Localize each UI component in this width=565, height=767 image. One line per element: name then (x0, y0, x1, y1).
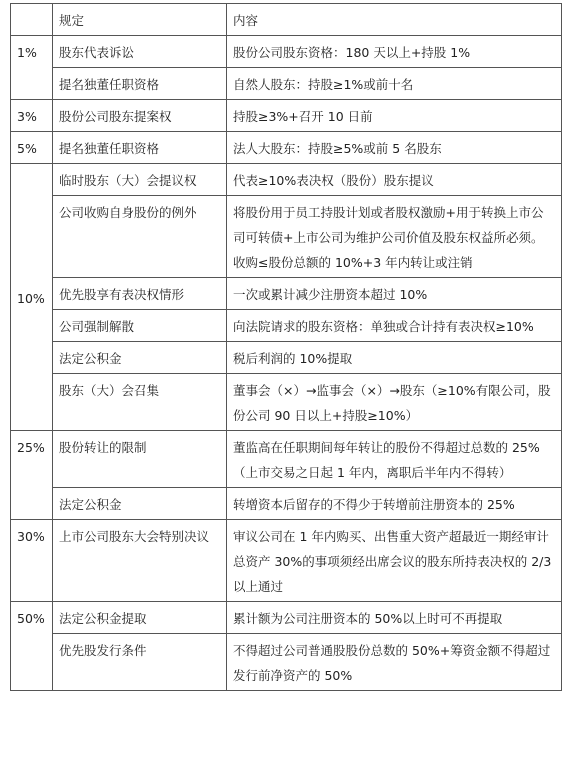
content-cell: 代表≥10%表决权（股份）股东提议 (227, 164, 562, 196)
content-cell: 不得超过公司普通股股份总数的 50%+筹资金额不得超过发行前净资产的 50% (227, 634, 562, 691)
table-header (11, 4, 562, 36)
rule-cell: 法定公积金 (53, 488, 227, 520)
rule-cell: 股份公司股东提案权 (53, 100, 227, 132)
table-row (11, 342, 562, 374)
content-cell: 持股≥3%+召开 10 日前 (227, 100, 562, 132)
percent-cell: 10% (11, 164, 53, 431)
rule-cell: 股份转让的限制 (53, 431, 227, 488)
content-cell: 董事会（×）→监事会（×）→股东（≥10%有限公司，股份公司 90 日以上+持股≥10%） (227, 374, 562, 431)
rule-cell: 上市公司股东大会特别决议 (53, 520, 227, 602)
content-cell: 自然人股东：持股≥1%或前十名 (227, 68, 562, 100)
table-row (11, 164, 562, 196)
table-row (11, 488, 562, 520)
table-row (11, 36, 562, 68)
content-cell: 一次或累计减少注册资本超过 10% (227, 278, 562, 310)
rule-cell: 优先股享有表决权情形 (53, 278, 227, 310)
rule-cell: 提名独董任职资格 (53, 68, 227, 100)
table-row (11, 431, 562, 488)
table-row (11, 68, 562, 100)
percent-cell: 30% (11, 520, 53, 602)
rule-cell: 股东代表诉讼 (53, 36, 227, 68)
table-row (11, 196, 562, 278)
header-rule: 规定 (53, 4, 227, 36)
table-body (11, 36, 562, 691)
table-row (11, 100, 562, 132)
content-cell: 转增资本后留存的不得少于转增前注册资本的 25% (227, 488, 562, 520)
content-cell: 税后利润的 10%提取 (227, 342, 562, 374)
rule-cell: 法定公积金 (53, 342, 227, 374)
header-row (11, 4, 562, 36)
table-row (11, 132, 562, 164)
content-cell: 董监高在任职期间每年转让的股份不得超过总数的 25%（上市交易之日起 1 年内，离职后半年内不得转） (227, 431, 562, 488)
rule-cell: 临时股东（大）会提议权 (53, 164, 227, 196)
percent-cell: 25% (11, 431, 53, 520)
table-row (11, 310, 562, 342)
percent-cell: 3% (11, 100, 53, 132)
content-cell: 审议公司在 1 年内购买、出售重大资产超最近一期经审计总资产 30%的事项须经出席会议的股东所持表决权的 2/3 以上通过 (227, 520, 562, 602)
header-content: 内容 (227, 4, 562, 36)
content-cell: 法人大股东：持股≥5%或前 5 名股东 (227, 132, 562, 164)
rule-cell: 公司强制解散 (53, 310, 227, 342)
rule-cell: 股东（大）会召集 (53, 374, 227, 431)
table-row (11, 634, 562, 691)
percent-cell: 5% (11, 132, 53, 164)
content-cell: 股份公司股东资格：180 天以上+持股 1% (227, 36, 562, 68)
content-cell: 累计额为公司注册资本的 50%以上时可不再提取 (227, 602, 562, 634)
content-cell: 将股份用于员工持股计划或者股权激励+用于转换上市公司可转债+上市公司为维护公司价值及股东权益所必须。收购≤股份总额的 10%+3 年内转让或注销 (227, 196, 562, 278)
rule-cell: 法定公积金提取 (53, 602, 227, 634)
rule-cell: 提名独董任职资格 (53, 132, 227, 164)
content-cell: 向法院请求的股东资格：单独或合计持有表决权≥10% (227, 310, 562, 342)
header-percent (11, 4, 53, 36)
rule-cell: 优先股发行条件 (53, 634, 227, 691)
percent-cell: 1% (11, 36, 53, 100)
table-row (11, 602, 562, 634)
table-row (11, 278, 562, 310)
table-row (11, 520, 562, 602)
rule-cell: 公司收购自身股份的例外 (53, 196, 227, 278)
regulation-table (10, 3, 562, 691)
table-row (11, 374, 562, 431)
percent-cell: 50% (11, 602, 53, 691)
